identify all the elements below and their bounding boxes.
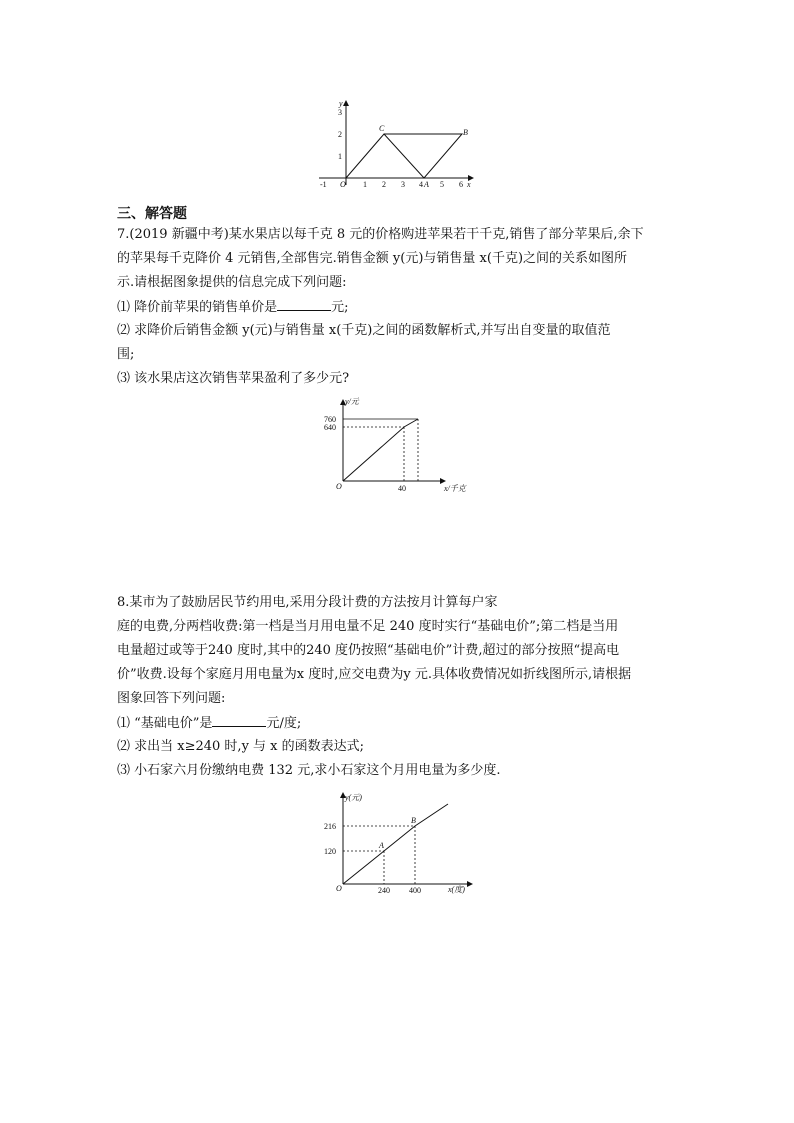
x-tick-3: 3 bbox=[401, 180, 405, 189]
x-tick-2: 2 bbox=[382, 180, 386, 189]
point-c-label: C bbox=[379, 124, 385, 133]
q7-sub-1 bbox=[117, 298, 349, 317]
x-tick-400: 400 bbox=[409, 886, 421, 895]
origin-label: O bbox=[336, 884, 342, 893]
x-tick-40: 40 bbox=[398, 484, 406, 493]
origin-label: O bbox=[340, 180, 346, 189]
y-axis-label: y(元) bbox=[345, 793, 362, 802]
q8-sub-1 bbox=[117, 714, 301, 733]
y-axis-label: y/元 bbox=[345, 397, 359, 406]
q7-line-2: 的苹果每千克降价 4 元销售,全部售完.销售金额 y(元)与销售量 x(千克)之间的关系如图所 bbox=[117, 251, 628, 266]
y-tick-3: 3 bbox=[338, 108, 342, 117]
q8-line-3: 电量超过或等于240 度时,其中的240 度仍按照“基础电价”计费,超过的部分按照“提高电 bbox=[117, 643, 620, 658]
answer-blank bbox=[277, 298, 331, 311]
y-tick-1: 1 bbox=[338, 152, 342, 161]
section-heading: 三、解答题 bbox=[117, 206, 187, 222]
q8-sub-1-text: ⑴ “基础电价”是 bbox=[117, 716, 213, 731]
point-b-label: B bbox=[463, 128, 468, 137]
x-tick-4: 4 bbox=[419, 180, 423, 189]
answer-blank bbox=[212, 714, 266, 727]
q8-sub-2: ⑵ 求出当 x≥240 时,y 与 x 的函数表达式; bbox=[117, 739, 365, 754]
x-axis-label: x bbox=[467, 180, 471, 189]
graph-polyline bbox=[346, 134, 462, 178]
q8-line-5: 图象回答下列问题: bbox=[117, 691, 226, 706]
x-tick-6: 6 bbox=[459, 180, 463, 189]
y-tick-640: 640 bbox=[324, 423, 336, 432]
x-tick-1: 1 bbox=[363, 180, 367, 189]
electricity-graph-figure bbox=[320, 788, 480, 898]
q8-line-1: 8.某市为了鼓励居民节约用电,采用分段计费的方法按月计算每户家 bbox=[117, 595, 498, 610]
y-tick-760: 760 bbox=[324, 415, 336, 424]
x-axis-label: x/千克 bbox=[444, 484, 466, 493]
q8-sub-3: ⑶ 小石家六月份缴纳电费 132 元,求小石家这个月用电量为多少度. bbox=[117, 763, 501, 778]
q7-sub-1-unit: 元; bbox=[331, 300, 349, 315]
q8-line-4: 价”收费.设每个家庭月用电量为x 度时,应交电费为y 元.具体收费情况如折线图所示,请根据 bbox=[117, 667, 632, 682]
y-tick-120: 120 bbox=[324, 847, 336, 856]
piecewise-graph-figure bbox=[315, 95, 480, 190]
x-tick-neg1: -1 bbox=[320, 180, 327, 189]
point-b-label: B bbox=[411, 816, 416, 825]
q7-sub-2: ⑵ 求降价后销售金额 y(元)与销售量 x(千克)之间的函数解析式,并写出自变量的取值范 bbox=[117, 323, 611, 338]
q8-line-2: 庭的电费,分两档收费:第一档是当月用电量不足 240 度时实行“基础电价”;第二档是当用 bbox=[117, 619, 619, 634]
sales-graph-figure bbox=[315, 395, 505, 495]
q7-line-1: 7.(2019 新疆中考)某水果店以每千克 8 元的价格购进苹果若干千克,销售了部分苹果后,余下 bbox=[117, 227, 644, 242]
x-axis-label: x(度) bbox=[448, 885, 465, 894]
y-axis-label: y bbox=[339, 99, 343, 108]
q7-sub-3: ⑶ 该水果店这次销售苹果盈利了多少元? bbox=[117, 371, 350, 386]
q7-sub-1-text: ⑴ 降价前苹果的销售单价是 bbox=[117, 300, 278, 315]
q8-sub-1-unit: 元/度; bbox=[266, 716, 302, 731]
sales-line bbox=[343, 419, 418, 481]
x-tick-240: 240 bbox=[378, 886, 390, 895]
q7-sub-2-cont: 围; bbox=[117, 347, 135, 362]
origin-label: O bbox=[336, 482, 342, 491]
x-tick-4-point-a: A bbox=[424, 180, 429, 189]
fee-line bbox=[343, 804, 448, 884]
y-tick-2: 2 bbox=[338, 130, 342, 139]
q7-line-3: 示.请根据图象提供的信息完成下列问题: bbox=[117, 275, 347, 290]
point-a-label: A bbox=[379, 841, 384, 850]
x-tick-5: 5 bbox=[440, 180, 444, 189]
y-tick-216: 216 bbox=[324, 822, 336, 831]
